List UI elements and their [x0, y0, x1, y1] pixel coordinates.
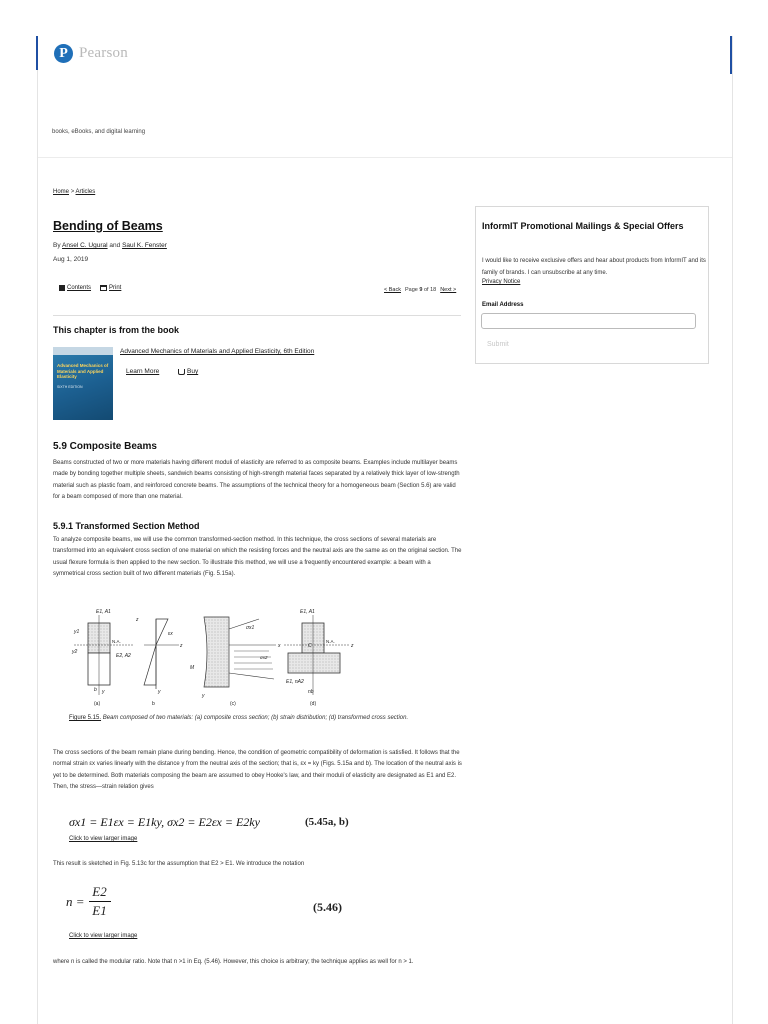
fig-d-label-z: z	[351, 643, 354, 649]
fig-c-label-sx1: σx1	[246, 625, 255, 631]
breadcrumb-home[interactable]: Home	[53, 189, 70, 195]
fig-label-a: (a)	[94, 701, 101, 707]
byline-and: and	[109, 242, 121, 249]
fraction-bar	[89, 901, 111, 902]
pagination	[384, 287, 456, 293]
content-divider	[53, 315, 461, 316]
section-heading-composite-beams: 5.9 Composite Beams	[53, 441, 157, 452]
fig-b-label-z: z	[180, 643, 183, 649]
paragraph-composite-intro: Beams constructed of two or more materials having different moduli of elasticity are referred to as composite beams. Examples include multilayer beams made by bonding together multiple sheets, sandwich beams consisting of high-strength material faces separated by a relatively thick layer of low-strength material such as plastic foam, and reinforced concrete beams. The assumptions of the technical theory for a homogeneous beam (Section 5.6) are valid for a beam composed of more than one material.	[53, 460, 460, 501]
figure-caption-text: Beam composed of two materials: (a) composite cross section; (b) strain distribution; (d) transformed cross section.	[102, 715, 409, 721]
promo-title: InformIT Promotional Mailings & Special Offers	[482, 221, 684, 231]
fig-d-label-nb: nb	[308, 689, 314, 695]
fig-a-label-y: y	[102, 689, 105, 695]
promo-signup-box	[475, 206, 709, 364]
figure-part-b	[144, 619, 183, 707]
book-title-link[interactable]: Advanced Mechanics of Materials and Applied Elasticity, 6th Edition	[120, 348, 315, 355]
equation-5-46-denominator: E1	[92, 903, 107, 918]
equation-5-46-number: (5.46)	[313, 900, 342, 914]
promo-text: I would like to receive exclusive offers and hear about products from InformIT and its family of brands. I can unsubscribe at any time.	[482, 258, 706, 276]
equation-5-46-fraction	[89, 884, 111, 919]
pearson-logo[interactable]	[54, 44, 128, 63]
left-accent-bar	[36, 36, 38, 70]
fig-label-d: (d)	[310, 701, 317, 707]
equation-5-46	[66, 884, 111, 919]
printer-icon	[100, 285, 107, 291]
fig-d-label-c: C	[308, 643, 312, 649]
byline	[53, 242, 167, 249]
paragraph-modular-ratio: where n is called the modular ratio. Note that n >1 in Eq. (5.46). However, this choice is arbitrary; the technique applies as well for n > 1.	[53, 959, 414, 965]
figure-part-d	[284, 609, 354, 707]
submit-button[interactable]: Submit	[487, 341, 509, 348]
contents-button[interactable]	[59, 285, 91, 291]
fig-a-label-b: b	[94, 687, 97, 693]
equation-5-45-number: (5.45a, b)	[305, 816, 349, 828]
cover-edition: SIXTH EDITION	[57, 385, 83, 389]
equation-5-45: σx1 = E1εx = E1ky, σx2 = E2εx = E2ky	[69, 815, 260, 829]
fig-c-label-y: y	[202, 693, 205, 699]
pager-status	[405, 287, 436, 293]
email-field[interactable]	[481, 313, 696, 329]
byline-by: By	[53, 242, 61, 249]
author-link-ugural[interactable]: Ansel C. Ugural	[62, 242, 108, 249]
paragraph-notation: This result is sketched in Fig. 5.13c for the assumption that E2 > E1. We introduce the notation	[53, 861, 305, 867]
breadcrumb-separator: >	[70, 189, 75, 195]
left-page-rule	[37, 36, 38, 1024]
fig-label-b: b	[152, 701, 155, 707]
fig-d-label-e1a1: E1, A1	[300, 609, 315, 615]
fig-d-label-e1na2: E1, nA2	[286, 679, 304, 685]
pager-total: of 18	[423, 287, 437, 293]
breadcrumb-articles[interactable]: Articles	[75, 189, 96, 195]
cover-title: Advanced Mechanics of Materials and Applied Elasticity	[57, 363, 109, 380]
subsection-heading-transformed: 5.9.1 Transformed Section Method	[53, 521, 200, 531]
pearson-logo-icon: P	[54, 44, 73, 63]
author-link-fenster[interactable]: Saul K. Fenster	[122, 242, 167, 249]
header-divider	[38, 157, 732, 158]
fig-a-label-e2a2: E2, A2	[116, 653, 131, 659]
figure-caption	[69, 713, 449, 724]
pager-current-page: 9	[419, 287, 423, 293]
fig-c-label-x: x	[278, 643, 281, 649]
print-button[interactable]	[100, 285, 121, 291]
right-page-rule	[732, 36, 733, 1024]
contents-icon	[59, 285, 65, 291]
buy-label: Buy	[187, 368, 199, 375]
equation-5-46-numerator: E2	[92, 884, 107, 899]
fig-b-label-y: y	[158, 689, 161, 695]
email-label: Email Address	[482, 302, 524, 308]
pearson-logo-text: Pearson	[79, 45, 128, 61]
pager-back-link[interactable]: < Back	[384, 287, 401, 293]
fig-a-label-y1: y1	[74, 629, 80, 635]
book-cover[interactable]	[53, 347, 113, 420]
contents-label: Contents	[67, 285, 92, 291]
larger-image-link-1[interactable]: Click to view larger image	[69, 836, 138, 842]
cover-top-band	[53, 347, 113, 355]
buy-link[interactable]	[178, 368, 198, 375]
publish-date: Aug 1, 2019	[53, 256, 89, 263]
figure-caption-label[interactable]: Figure 5.15.	[69, 715, 102, 721]
figure-part-c	[190, 617, 281, 707]
fig-b-label-ex: εx	[168, 631, 173, 637]
paragraph-plane-sections: The cross sections of the beam remain plane during bending. Hence, the condition of geometric compatibility of deformation is satisfied. It follows that the normal strain εx varies linearly with the distance y from the neutral axis of the section; that is, εx = ky (Figs. 5.15a and b). The location of the neutral axis is yet to be determined. Both materials composing the beam are assumed to obey Hooke's law, and their moduli of elasticity are designated as E1 and E2. Then, the stress—strain relation gives	[53, 750, 462, 791]
article-title[interactable]: Bending of Beams	[53, 219, 163, 233]
fig-a-label-y2: y2	[72, 649, 78, 655]
pager-page-label: Page	[404, 287, 418, 293]
book-section-heading: This chapter is from the book	[53, 325, 180, 335]
pager-next-link[interactable]: Next >	[440, 287, 457, 293]
fig-a-label-z: z	[136, 617, 139, 623]
figure-5-15[interactable]	[64, 607, 424, 707]
print-label: Print	[109, 285, 122, 291]
fig-c-label-m: M	[190, 665, 195, 671]
figure-part-a	[71, 609, 139, 707]
equation-5-46-lhs: n =	[66, 893, 85, 909]
fig-d-label-na: N.A.	[326, 639, 335, 644]
larger-image-link-2[interactable]: Click to view larger image	[69, 933, 138, 939]
cart-icon	[178, 369, 185, 375]
site-tagline: books, eBooks, and digital learning	[52, 129, 146, 135]
fig-a-label-na: N.A.	[112, 639, 121, 644]
right-accent-bar	[730, 36, 732, 74]
learn-more-link[interactable]: Learn More	[126, 368, 160, 375]
article-toolbar	[59, 285, 121, 291]
paragraph-transformed-method: To analyze composite beams, we will use the common transformed-section method. In this technique, the cross sections of several materials are transformed into an equivalent cross section of one material on which the resisting forces and the neutral axis are the same as on the original section. The usual flexure formula is then applied to the new section. To illustrate this method, we will use a frequently encountered example: a beam with a symmetrical cross section built of two different materials (Fig. 5.15a).	[53, 537, 462, 578]
fig-c-label-sx2: σx2	[260, 655, 268, 660]
breadcrumb	[53, 189, 95, 195]
privacy-notice-link[interactable]: Privacy Notice	[482, 279, 521, 285]
fig-a-label-e1a1: E1, A1	[96, 609, 111, 615]
fig-label-c: (c)	[230, 701, 236, 707]
